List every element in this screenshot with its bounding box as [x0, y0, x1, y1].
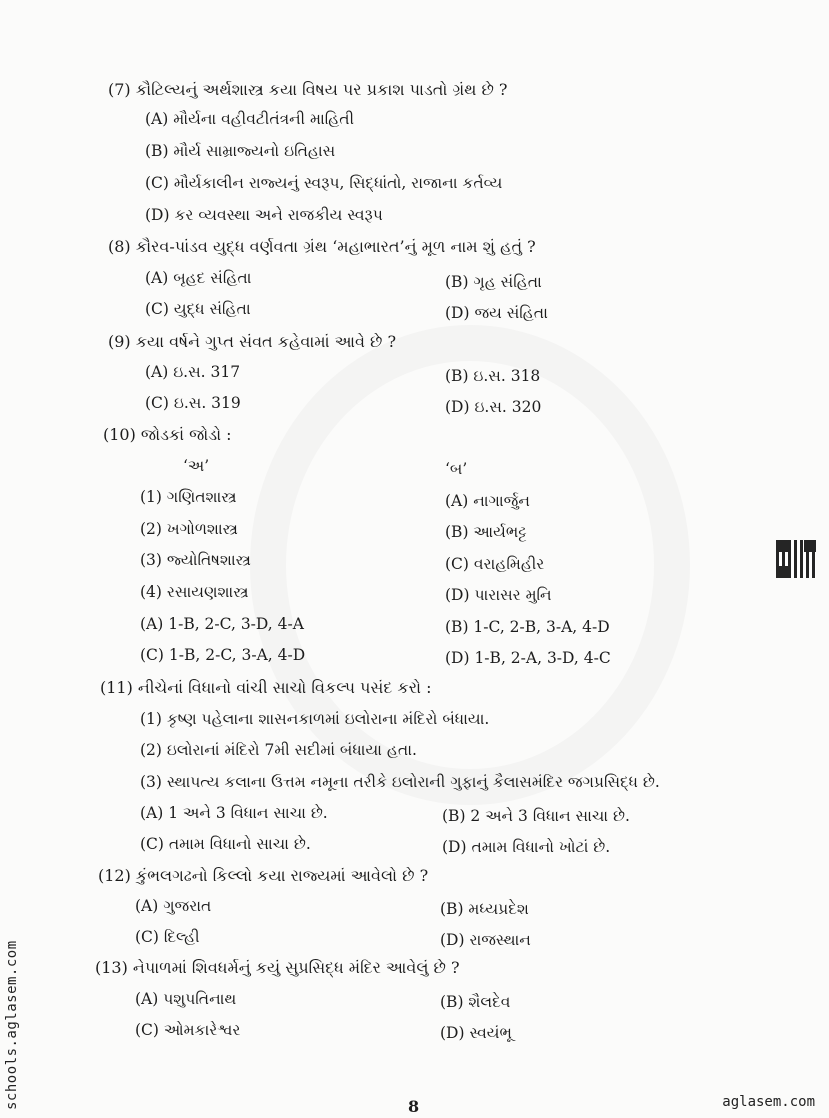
- option-text: (B) આર્યભટ્ટ: [445, 523, 527, 541]
- option-text: (4) રસાયણશાસ્ત્ર: [140, 583, 249, 601]
- option-text: (2) ખગોળશાસ્ત્ર: [140, 520, 238, 538]
- option-text: (C) દિલ્હી: [135, 928, 200, 946]
- option-text: (C) ઓમકારેશ્વર: [135, 1021, 241, 1039]
- option-text: (D) ઇ.સ. 320: [445, 398, 542, 416]
- option-text: (3) સ્થાપત્ય કલાના ઉત્તમ નમૂના તરીકે ઇલોરાની ગુફાનું કૈલાસમંદિર જગપ્રસિદ્ધ છે.: [140, 773, 660, 791]
- option-text: (A) નાગાર્જુન: [445, 492, 530, 510]
- option-text: (A) ઇ.સ. 317: [145, 363, 241, 381]
- footer-url: aglasem.com: [722, 1094, 815, 1110]
- option-text: (B) મધ્યપ્રદેશ: [440, 900, 529, 918]
- side-watermark-url: schools.aglasem.com: [4, 940, 20, 1110]
- option-text: (B) શૈલદેવ: [440, 993, 511, 1011]
- option-text: (C) યુદ્ધ સંહિતા: [145, 300, 251, 318]
- option-text: (B) 1-C, 2-B, 3-A, 4-D: [445, 618, 610, 636]
- option-text: (A) પશુપતિનાથ: [135, 990, 237, 1008]
- option-text: (A) 1-B, 2-C, 3-D, 4-A: [140, 615, 304, 633]
- option-text: (C) તમામ વિધાનો સાચા છે.: [140, 835, 311, 853]
- option-text: (D) જય સંહિતા: [445, 304, 548, 322]
- option-text: (D) કર વ્યવસ્થા અને રાજકીય સ્વરૂપ: [145, 206, 383, 224]
- question-text: (10) જોડકાં જોડો :: [103, 425, 232, 444]
- question-text: (9) કયા વર્ષને ગુપ્ત સંવત કહેવામાં આવે છે ?: [108, 332, 397, 351]
- option-text: (B) ઇ.સ. 318: [445, 367, 541, 385]
- option-text: ‘અ’: [183, 457, 210, 475]
- option-text: (C) મૌર્યકાલીન રાજ્યનું સ્વરૂપ, સિદ્ધાંતો, રાજાના કર્તવ્ય: [145, 174, 503, 192]
- option-text: (B) 2 અને 3 વિધાન સાચા છે.: [442, 807, 630, 825]
- option-text: (1) ગણિતશાસ્ત્ર: [140, 488, 237, 506]
- option-text: (A) ગુજરાત: [135, 897, 212, 915]
- question-text: (7) કૌટિલ્યનું અર્થશાસ્ત્ર કયા વિષય પર પ્રકાશ પાડતો ગ્રંથ છે ?: [108, 80, 508, 99]
- option-text: (D) સ્વયંભૂ: [440, 1024, 512, 1042]
- question-text: (8) કૌરવ-પાંડવ યુદ્ધ વર્ણવતા ગ્રંથ ‘મહાભારત’નું મૂળ નામ શું હતું ?: [108, 237, 536, 256]
- option-text: (1) કૃષ્ણ પહેલાના શાસનકાળમાં ઇલોરાના મંદિરો બંધાયા.: [140, 710, 490, 728]
- question-text: (13) નેપાળમાં શિવધર્મનું કયું સુપ્રસિદ્ધ મંદિર આવેલું છે ?: [95, 958, 460, 977]
- scan-speck: [772, 38, 802, 46]
- option-text: (D) 1-B, 2-A, 3-D, 4-C: [445, 649, 611, 667]
- option-text: (C) 1-B, 2-C, 3-A, 4-D: [140, 646, 306, 664]
- option-text: (A) મૌર્યના વહીવટીતંત્રની માહિતી: [145, 110, 355, 128]
- option-text: (B) મૌર્ય સામ્રાજ્યનો ઇતિહાસ: [145, 142, 336, 160]
- option-text: (D) તમામ વિધાનો ખોટાં છે.: [442, 838, 611, 856]
- option-text: (C) ઇ.સ. 319: [145, 394, 241, 412]
- option-text: (C) વરાહમિહીર: [445, 555, 545, 573]
- option-text: (2) ઇલોરાનાં મંદિરો 7મી સદીમાં બંધાયા હતા.: [140, 741, 417, 759]
- question-text: (11) નીચેનાં વિધાનો વાંચી સાચો વિકલ્પ પસંદ કરો :: [100, 678, 432, 697]
- option-text: (3) જ્યોતિષશાસ્ત્ર: [140, 551, 251, 569]
- question-text: (12) કુંભલગઢનો કિલ્લો કયા રાજ્યમાં આવેલો છે ?: [98, 866, 429, 885]
- option-text: (D) રાજસ્થાન: [440, 931, 531, 949]
- page-number: 8: [408, 1097, 420, 1116]
- option-text: (D) પારાસર મુનિ: [445, 586, 552, 604]
- qr-code-icon: [776, 540, 816, 578]
- option-text: (A) બૃહદ સંહિતા: [145, 269, 252, 287]
- option-text: ‘બ’: [445, 460, 468, 478]
- option-text: (A) 1 અને 3 વિધાન સાચા છે.: [140, 804, 328, 822]
- option-text: (B) ગૃહ સંહિતા: [445, 273, 542, 291]
